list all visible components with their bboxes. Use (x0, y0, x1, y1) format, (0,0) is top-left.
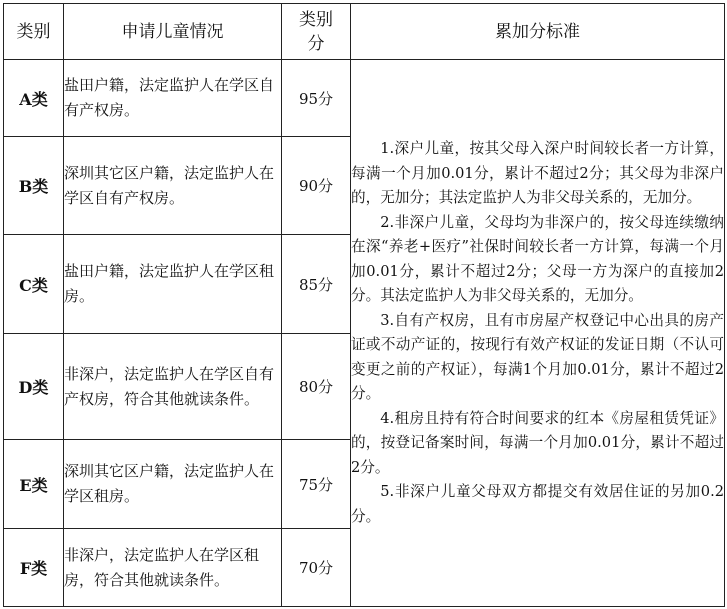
criteria-item-1: 1.深户儿童，按其父母入深户时间较长者一方计算，每满一个月加0.01分，累计不超过2分；其父母为非深户的，无加分；其法定监护人为非父母关系的，无加分。 (351, 140, 724, 206)
criteria-cell (351, 60, 725, 607)
header-row (4, 4, 725, 60)
row-score: 85分 (282, 235, 351, 334)
criteria-item-5: 5.非深户儿童父母双方都提交有效居住证的另加0.2分。 (351, 483, 724, 525)
row-situation: 深圳其它区户籍，法定监护人在学区租房。 (64, 440, 282, 529)
header-score-line1: 类别 (299, 9, 333, 30)
header-score (282, 4, 351, 60)
row-situation: 非深户，法定监护人在学区租房，符合其他就读条件。 (64, 529, 282, 607)
row-category: C类 (4, 235, 64, 334)
criteria-item-2: 2.非深户儿童，父母均为非深户的，按父母连续缴纳在深“养老+医疗”社保时间较长者一方计算，每满一个月加0.01分，累计不超过2分；父母一方为深户的直接加2分。其法定监护人为非父母关系的，无加分。 (351, 213, 724, 304)
row-category: E类 (4, 440, 64, 529)
row-situation: 深圳其它区户籍，法定监护人在学区自有产权房。 (64, 137, 282, 235)
criteria-item-3: 3.自有产权房，且有市房屋产权登记中心出具的房产证或不动产证的，按现行有效产权证的发证日期（不认可变更之前的产权证），每满1个月加0.01分，累计不超过2分。 (351, 311, 724, 402)
row-situation: 盐田户籍，法定监护人在学区租房。 (64, 235, 282, 334)
row-situation: 非深户，法定监护人在学区自有产权房，符合其他就读条件。 (64, 334, 282, 440)
header-situation: 申请儿童情况 (64, 4, 282, 60)
row-category: D类 (4, 334, 64, 440)
criteria-item-4: 4.租房且持有符合时间要求的红本《房屋租赁凭证》的，按登记备案时间，每满一个月加0.01分，累计不超过2分。 (351, 409, 724, 476)
row-score: 90分 (282, 137, 351, 235)
header-criteria: 累加分标准 (351, 4, 725, 60)
row-category: B类 (4, 137, 64, 235)
row-score: 75分 (282, 440, 351, 529)
row-score: 80分 (282, 334, 351, 440)
row-category: F类 (4, 529, 64, 607)
row-category: A类 (4, 60, 64, 137)
row-situation: 盐田户籍，法定监护人在学区自有产权房。 (64, 60, 282, 137)
row-score: 70分 (282, 529, 351, 607)
header-category: 类别 (4, 4, 64, 60)
row-score: 95分 (282, 60, 351, 137)
table-row-a (4, 60, 725, 137)
admission-score-table (3, 3, 725, 607)
header-score-line2: 分 (307, 33, 325, 54)
